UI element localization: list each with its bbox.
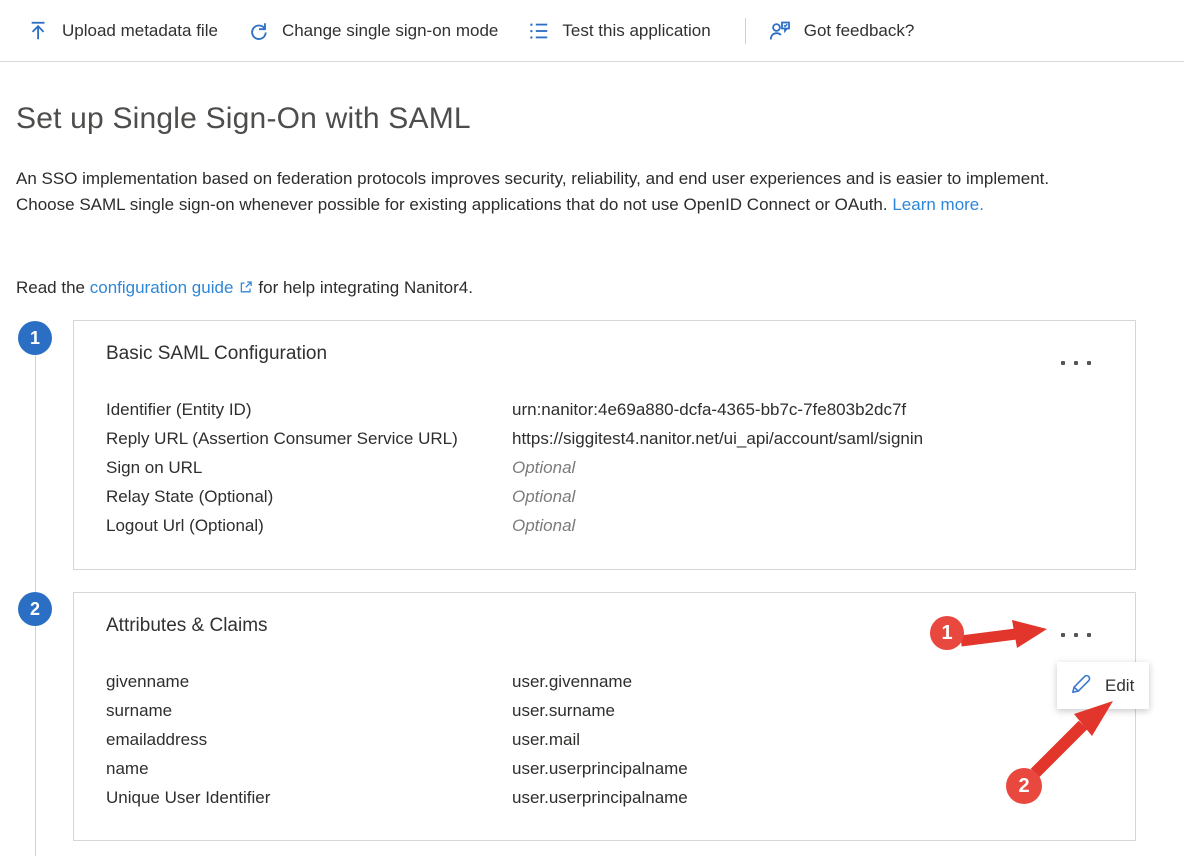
row-label: surname [106,700,173,720]
row-value: user.userprincipalname [512,758,688,778]
undo-icon [248,20,270,42]
row-value: user.givenname [512,671,633,691]
edit-menu-label: Edit [1105,675,1135,695]
table-row [106,482,1103,511]
row-label: name [106,758,149,778]
basic-saml-configuration-card [73,320,1136,570]
card-title: Attributes & Claims [106,615,268,636]
row-label: Sign on URL [106,457,203,477]
row-label: Relay State (Optional) [106,486,274,506]
dot [1074,633,1078,637]
row-label: givenname [106,671,190,691]
row-value: user.userprincipalname [512,787,688,807]
upload-metadata-button[interactable] [28,20,218,42]
row-value: Optional [512,486,576,506]
row-value: Optional [512,515,576,535]
dot [1087,633,1091,637]
table-row [106,667,1103,696]
row-value: Optional [512,457,576,477]
toolbar-divider [745,18,746,44]
card-rows [106,667,1103,812]
dot [1061,361,1065,365]
attributes-claims-card [73,592,1136,841]
annotation-callout-2: 2 [1006,768,1042,804]
dot [1087,361,1091,365]
table-row [106,783,1103,812]
command-bar [0,0,1184,62]
table-row [106,725,1103,754]
test-application-button[interactable] [528,20,710,42]
table-row [106,424,1103,453]
intro-body: An SSO implementation based on federation protocols improves security, reliability, and end user experiences and is easier to implement. Choose SAML single sign-on whenever possible for existing applications that do not use OpenID Connect or OAuth. [16,169,1050,214]
configuration-guide-line [16,278,473,300]
row-label: emailaddress [106,729,208,749]
row-value: urn:nanitor:4e69a880-dcfa-4365-bb7c-7fe803b2dc7f [512,399,907,419]
row-label: Logout Url (Optional) [106,515,264,535]
row-value: user.surname [512,700,615,720]
row-value: user.mail [512,729,581,749]
checklist-icon [528,20,550,42]
card-title: Basic SAML Configuration [106,343,328,364]
guide-prefix: Read the [16,278,85,297]
dot [1061,633,1065,637]
command-label: Test this application [562,20,711,40]
table-row [106,511,1103,540]
table-row [106,696,1103,725]
table-row [106,395,1103,424]
more-options-button[interactable] [1057,629,1095,641]
step-badge-1: 1 [18,321,52,355]
got-feedback-button[interactable] [768,19,915,43]
upload-icon [28,20,50,42]
step-badge-2: 2 [18,592,52,626]
intro-text [16,166,1076,218]
dot [1074,361,1078,365]
change-sso-mode-button[interactable] [248,20,498,42]
edit-menu-item[interactable] [1057,662,1149,709]
row-value: https://siggitest4.nanitor.net/ui_api/account/saml/signin [512,428,924,448]
table-row [106,453,1103,482]
command-label: Change single sign-on mode [281,20,499,40]
person-feedback-icon [768,19,792,43]
command-label: Upload metadata file [62,20,218,40]
learn-more-link[interactable]: Learn more. [892,195,984,214]
command-label: Got feedback? [803,20,915,40]
pencil-icon [1070,672,1093,700]
guide-suffix: for help integrating Nanitor4. [258,278,473,297]
page-title: Set up Single Sign-On with SAML [16,102,471,135]
more-options-button[interactable] [1057,357,1095,369]
row-label: Reply URL (Assertion Consumer Service URL) [106,428,458,448]
annotation-callout-1: 1 [930,616,964,650]
table-row [106,754,1103,783]
row-label: Unique User Identifier [106,787,271,807]
row-label: Identifier (Entity ID) [106,399,252,419]
configuration-guide-link[interactable]: configuration guide [89,278,234,297]
external-link-icon [238,279,254,300]
card-rows [106,395,1103,540]
